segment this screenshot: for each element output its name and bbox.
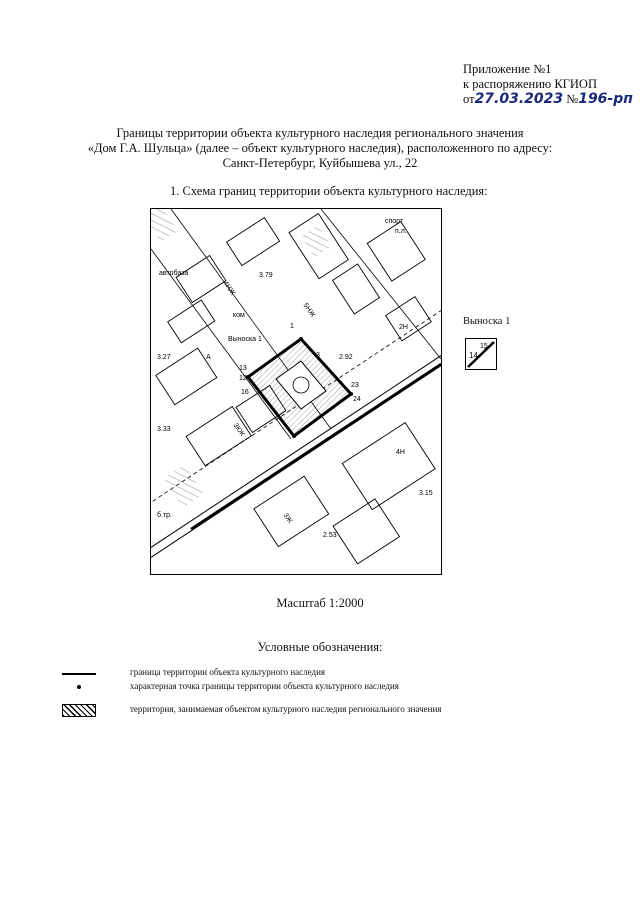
map-drawing xyxy=(151,209,441,574)
map-elev-6: 2.53 xyxy=(323,532,337,539)
appendix-line3 xyxy=(463,92,633,107)
map-bldg-1: 4НЖ xyxy=(221,280,237,297)
title-line3: Санкт-Петербург, Куйбышева ул., 22 xyxy=(222,156,418,170)
legend-item-point: характерная точка границы территории объекта культурного наследия xyxy=(130,681,399,691)
map-bldg-3: 3КЖ xyxy=(231,422,246,438)
map-point-3: 3 xyxy=(316,352,320,359)
map-scale: Масштаб 1:2000 xyxy=(276,596,364,610)
map-label-pl: п.л. xyxy=(395,228,407,235)
map-point-16: 16 xyxy=(241,389,249,396)
document-title xyxy=(40,126,600,171)
boundary-map xyxy=(150,208,442,575)
title-line1: Границы территории объекта культурного наследия регионального значения xyxy=(116,126,524,140)
map-bldg-6: 3Ж xyxy=(281,512,294,525)
map-elev-3: 3.33 xyxy=(157,426,171,433)
map-point-23: 23 xyxy=(351,382,359,389)
map-point-24: 24 xyxy=(353,396,361,403)
legend-hatch-symbol xyxy=(62,704,96,717)
map-point-12: 12 xyxy=(239,375,247,382)
map-elev-1: 3.79 xyxy=(259,272,273,279)
legend-item-territory: территория, занимаемая объектом культурного наследия регионального значения xyxy=(130,704,442,714)
appendix-number-sign: № xyxy=(566,92,579,106)
callout-num-a: 15 xyxy=(480,343,488,350)
callout-label: Выноска 1 xyxy=(463,316,511,327)
title-line2: «Дом Г.А. Шульца» (далее – объект культурного наследия), расположенного по адресу: xyxy=(87,141,553,155)
object-territory xyxy=(248,339,351,436)
legend-item-boundary: граница территории объекта культурного наследия xyxy=(130,667,326,677)
map-point-13: 13 xyxy=(239,365,247,372)
map-label-autobase: автобаза xyxy=(159,270,189,277)
appendix-date: 27.03.2023 xyxy=(474,91,564,107)
legend-line-symbol xyxy=(62,673,96,675)
appendix-from: от xyxy=(463,92,475,106)
appendix-line2: к распоряжению КГИОП xyxy=(463,77,597,91)
map-label-tr: б.тр. xyxy=(157,512,172,519)
map-label-sport: спорт xyxy=(385,218,404,225)
appendix-line1: Приложение №1 xyxy=(463,62,552,76)
map-label-callout: Выноска 1 xyxy=(228,336,262,343)
legend-point-symbol xyxy=(77,685,81,689)
map-bldg-5: 4Н xyxy=(396,449,405,456)
callout-num-b: 14 xyxy=(469,351,478,360)
callout-box xyxy=(465,338,497,370)
map-bldg-4: 2Н xyxy=(399,324,408,331)
legend-title: Условные обозначения: xyxy=(257,640,383,654)
appendix-block xyxy=(463,62,633,107)
map-bldg-2: 5НЖ xyxy=(301,302,317,319)
map-elev-2: 3.27 xyxy=(157,354,171,361)
section-heading: 1. Схема границ территории объекта культурного наследия: xyxy=(170,184,488,198)
map-point-1: 1 xyxy=(290,323,294,330)
map-letter-a: А xyxy=(206,354,211,361)
map-label-kom: ком xyxy=(233,312,245,319)
appendix-number: 196-рп xyxy=(578,91,633,107)
map-elev-5: 3.15 xyxy=(419,490,433,497)
map-elev-4: 2.92 xyxy=(339,354,353,361)
